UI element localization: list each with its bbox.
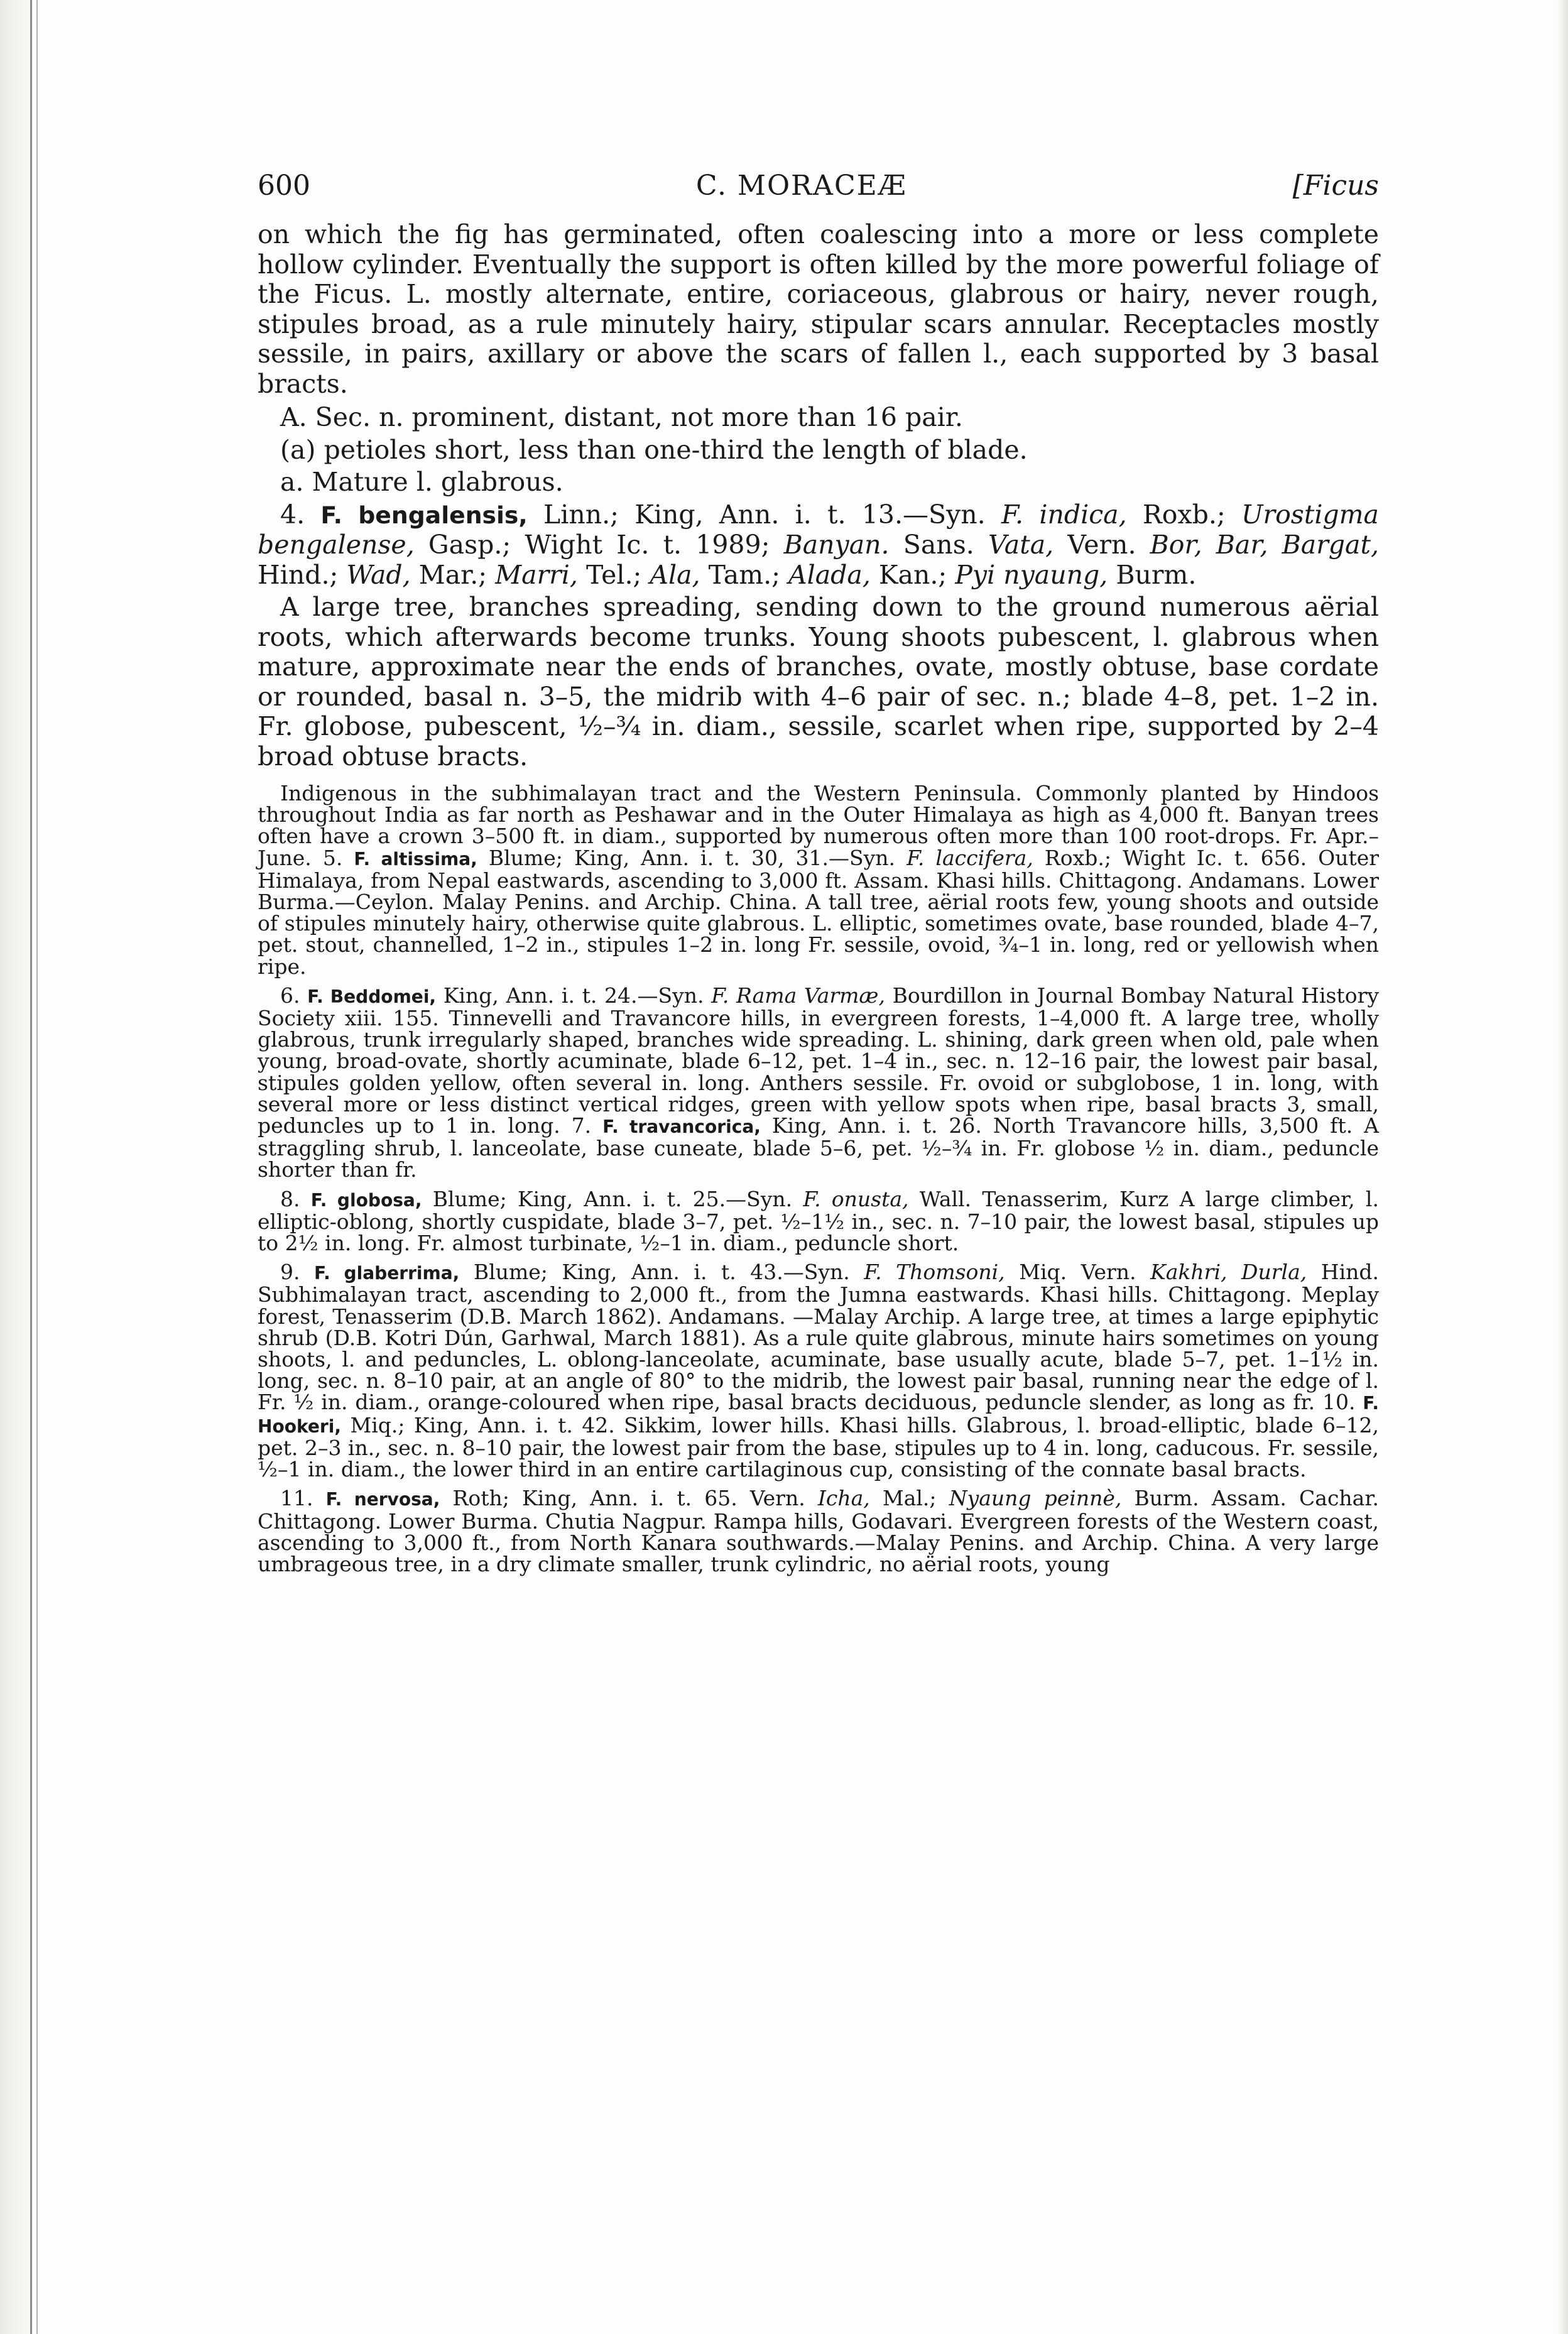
- page: [258, 170, 1379, 1583]
- species-name: F. travancorica,: [602, 1116, 761, 1138]
- text-run: King, Ann. i. t. 24.—Syn.: [436, 983, 712, 1008]
- text-run: 9.: [280, 1260, 315, 1285]
- scan-binding-line-2: [36, 0, 38, 2334]
- species-4-heading: [258, 500, 1379, 591]
- text-run: Blume; King, Ann. i. t. 43.—Syn.: [459, 1260, 864, 1285]
- scan-right-edge: [1557, 0, 1568, 2334]
- vernacular-name: Vata,: [988, 530, 1054, 560]
- text-run: Roxb.; Wight Ic. t. 656. Outer Himalaya, from Nepal eastwards, ascending to 3,000 ft. Assam. Khasi hills. Chittagong. Andamans. Lower Burma.—Ceylon. Malay Penins. and Archip. China. A tall tree, aërial roots few, young shoots and outside of stipules minutely hairy, otherwise quite glabrous. L. elliptic, sometimes ovate, base rounded, blade 4–7, pet. stout, channelled, 1–2 in., stipules 1–2 in. long Fr. sessile, ovoid, ¾–1 in. long, red or yellowish when ripe.: [258, 845, 1380, 979]
- species-name: F. altissima,: [354, 848, 477, 870]
- text-run: Tam.;: [700, 559, 788, 590]
- vernacular-name: Pyi nyaung,: [955, 559, 1108, 590]
- synonym: F. laccifera,: [906, 845, 1033, 870]
- text-run: Roth; King, Ann. i. t. 65. Vern.: [440, 1486, 818, 1511]
- vernacular-name: Bor, Bar, Bargat,: [1150, 530, 1380, 560]
- synonym: F. onusta,: [803, 1186, 909, 1211]
- vernacular-name: Kakhri, Durla,: [1150, 1260, 1307, 1285]
- note-paragraph-4: [258, 1262, 1379, 1480]
- vernacular-name: Alada,: [788, 559, 871, 590]
- text-run: 11.: [280, 1486, 326, 1511]
- vernacular-name: Wad,: [346, 559, 411, 590]
- genus-label: [Ficus: [1292, 170, 1379, 202]
- synonym: F. Rama Varmæ,: [711, 983, 885, 1008]
- text-run: Bourdillon in Journal Bombay Natural History Society xiii. 155. Tinnevelli and Travancore hills, in evergreen forests, 1–4,000 ft. A large tree, wholly glabrous, trunk irregularly shaped, branches wide spreading. L. shining, dark green when old, pale when young, broad-ovate, shortly acuminate, blade 6–12, pet. 1–4 in., sec. n. 12–16 pair, the lowest pair basal, stipules golden yellow, often several in. long. Anthers sessile. Fr. ovoid or subglobose, 1 in. long, with several more or less distinct vertical ridges, green with yellow spots when ripe, basal bracts 3, small, peduncles up to 1 in. long. 7.: [258, 983, 1379, 1138]
- vernacular-name: Icha,: [817, 1486, 870, 1511]
- text-run: Mal.;: [869, 1486, 949, 1511]
- text-run: Linn.; King, Ann. i. t. 13.—Syn.: [527, 499, 1001, 530]
- main-text: [258, 220, 1379, 772]
- species-name: F. globosa,: [310, 1189, 422, 1211]
- scan-margin: [0, 0, 38, 2334]
- text-run: Wall. Tenasserim, Kurz A large climber, l. elliptic-oblong, shortly cuspidate, blade 3–7, pet. ½–1½ in., sec. n. 7–10 pair, the lowest basal, stipules up to 2½ in. long. Fr. almost turbinate, ½–1 in. diam., peduncle short.: [258, 1186, 1379, 1256]
- text-run: Kan.;: [870, 559, 956, 590]
- intro-paragraph: on which the fig has germinated, often coalescing into a more or less complete hollow cylinder. Eventually the support is often killed by the more powerful foliage of the Ficus. L. mostly alternate, entire, coriaceous, glabrous or hairy, never rough, stipules broad, as a rule minutely hairy, stipular scars annular. Receptacles mostly sessile, in pairs, axillary or above the scars of fallen l., each supported by 3 basal bracts.: [258, 219, 1379, 399]
- note-paragraph-2: [258, 985, 1379, 1181]
- species-number: 4.: [280, 499, 321, 530]
- text-run: Gasp.; Wight Ic. t. 1989;: [414, 530, 784, 560]
- key-a2: a. Mature l. glabrous.: [280, 467, 564, 497]
- species-4-description: A large tree, branches spreading, sending down to the ground numerous aërial roots, which afterwards become trunks. Young shoots pubescent, l. glabrous when mature, approximate near the ends of branches, ovate, mostly obtuse, base cordate or rounded, basal n. 3–5, the midrib with 4–6 pair of sec. n.; blade 4–8, pet. 1–2 in. Fr. globose, pubescent, ½–¾ in. diam., sessile, scarlet when ripe, supported by 2–4 broad obtuse bracts.: [258, 592, 1379, 772]
- vernacular-name: Ala,: [650, 559, 700, 590]
- species-name: F. Beddomei,: [307, 986, 437, 1007]
- text-run: Indigenous in the subhimalayan tract and the Western Peninsula. Commonly planted by Hindoos throughout India as far north as Peshawar and in the Outer Himalaya as high as 4,000 ft. Banyan trees often have a crown 3–500 ft. in diam., supported by numerous often more than 100 root-drops. Fr. Apr.–June. 5.: [258, 781, 1379, 870]
- text-run: Roxb.;: [1126, 499, 1241, 530]
- text-run: Hind. Subhimalayan tract, ascending to 2,000 ft., from the Jumna eastwards. Khasi hills. Chittagong. Meplay forest, Tenasserim (D.B. March 1862). Andamans. —Malay Archip. A large tree, at times a large epiphytic shrub (D.B. Kotri Dún, Garhwal, March 1881). As a rule quite glabrous, minute hairs sometimes on young shoots, l. and peduncles, L. oblong-lanceolate, acuminate, base usually acute, blade 5–7, pet. 1–1½ in. long, sec. n. 8–10 pair, at an angle of 80° to the midrib, the lowest pair basal, running near the edge of l. Fr. ½ in. diam., orange-coloured when ripe, basal bracts deciduous, peduncle slender, as long as fr. 10.: [258, 1260, 1379, 1415]
- text-run: Vern.: [1054, 530, 1150, 560]
- notes-text: [258, 783, 1379, 1575]
- section-title: C. MORACEÆ: [695, 170, 907, 202]
- species-name: F. glaberrima,: [314, 1263, 460, 1284]
- text-run: Sans.: [889, 530, 988, 560]
- text-run: Blume; King, Ann. i. t. 25.—Syn.: [422, 1186, 803, 1211]
- note-paragraph-1: [258, 783, 1379, 978]
- synonym: F. Thomsoni,: [864, 1260, 1005, 1285]
- note-paragraph-5: [258, 1488, 1379, 1575]
- running-header: [258, 170, 1379, 220]
- species-name: F. bengalensis,: [320, 501, 528, 529]
- key-A: A. Sec. n. prominent, distant, not more than 16 pair.: [280, 402, 963, 432]
- text-run: Miq. Vern.: [1004, 1260, 1151, 1285]
- text-run: Blume; King, Ann. i. t. 30, 31.—Syn.: [477, 845, 907, 870]
- synonym: Urostigma bengalense,: [258, 499, 1380, 560]
- note-paragraph-3: [258, 1186, 1379, 1256]
- text-run: Burm.: [1108, 559, 1197, 590]
- text-run: 8.: [280, 1186, 311, 1211]
- key-a1: (a) petioles short, less than one-third the length of blade.: [280, 434, 1028, 465]
- text-run: Hind.;: [258, 559, 347, 590]
- text-run: Burm. Assam. Cachar. Chittagong. Lower Burma. Chutia Nagpur. Rampa hills, Godavari. Evergreen forests of the Western coast, ascending to 3,000 ft., from North Kanara southwards.—Malay Penins. and Archip. China. A very large umbrageous tree, in a dry climate smaller, trunk cylindric, no aërial roots, young: [258, 1486, 1379, 1576]
- text-run: Mar.;: [410, 559, 496, 590]
- synonym: F. indica,: [1001, 499, 1127, 530]
- vernacular-name: Marri,: [495, 559, 578, 590]
- scan-binding-line: [30, 0, 32, 2334]
- species-name: F. Hookeri,: [258, 1393, 1379, 1437]
- vernacular-name: Nyaung peinnè,: [949, 1486, 1122, 1511]
- text-run: King, Ann. i. t. 26. North Travancore hills, 3,500 ft. A straggling shrub, l. lanceolate, base cuneate, blade 5–6, pet. ½–¾ in. Fr. globose ½ in. diam., peduncle shorter than fr.: [258, 1113, 1379, 1182]
- page-number: 600: [258, 170, 310, 202]
- text-run: Tel.;: [577, 559, 650, 590]
- text-run: 6.: [280, 983, 308, 1008]
- text-run: Miq.; King, Ann. i. t. 42. Sikkim, lower hills. Khasi hills. Glabrous, l. broad-elliptic, blade 6–12, pet. 2–3 in., sec. n. 8–10 pair, the lowest pair from the base, stipules up to 4 in. long, caducous. Fr. sessile, ½–1 in. diam., the lower third in an entire cartilaginous cup, consisting of the connate basal bracts.: [258, 1412, 1379, 1482]
- common-name: Banyan.: [783, 530, 890, 560]
- species-name: F. nervosa,: [325, 1489, 440, 1510]
